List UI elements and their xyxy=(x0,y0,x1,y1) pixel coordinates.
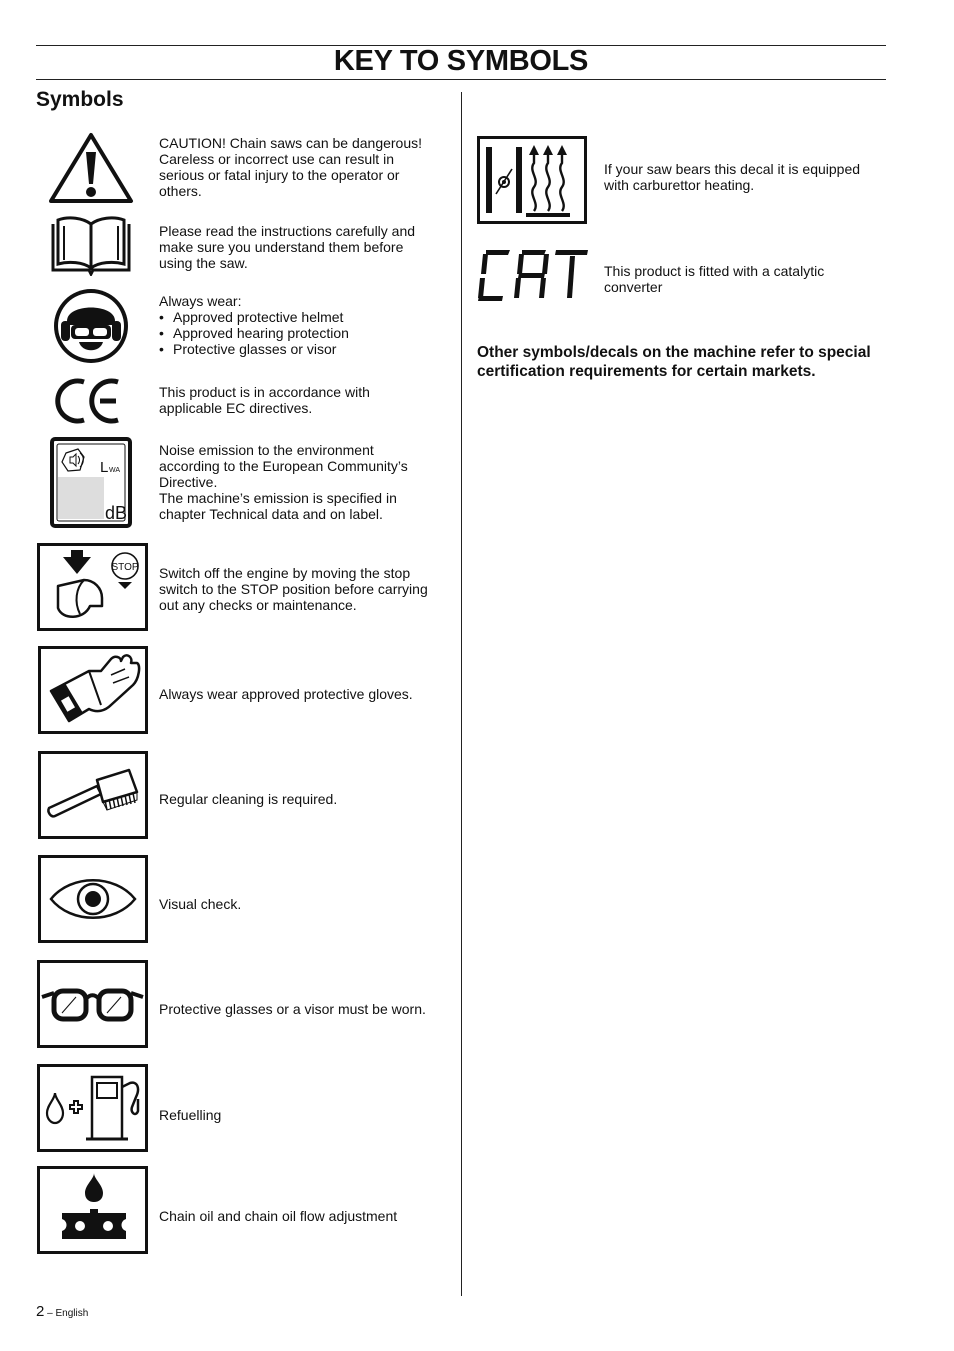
db-unit-label: dB xyxy=(105,503,128,523)
carburettor-heating-text: If your saw bears this decal it is equipped with carburettor heating. xyxy=(604,161,861,193)
brush-cleaning-icon xyxy=(38,751,148,839)
cleaning-text: Regular cleaning is required. xyxy=(159,791,338,807)
carburettor-heating-icon xyxy=(477,136,587,224)
column-divider xyxy=(461,92,462,1296)
catalytic-converter-text: This product is fitted with a catalytic converter xyxy=(604,263,825,295)
title-rule xyxy=(36,79,886,80)
visual-check-text: Visual check. xyxy=(159,896,242,912)
wear-item: • Approved hearing protection xyxy=(159,325,349,341)
open-book-icon xyxy=(49,214,133,276)
eye-visual-check-icon xyxy=(38,855,148,943)
read-manual-text: Please read the instructions carefully and make sure you understand them before using the saw. xyxy=(159,223,416,271)
catalytic-converter-cat-icon xyxy=(476,244,592,306)
page-title: KEY TO SYMBOLS xyxy=(333,45,589,77)
stop-label: STOP xyxy=(111,562,139,573)
gloves-text: Always wear approved protective gloves. xyxy=(159,686,413,702)
protective-glasses-icon xyxy=(37,960,148,1048)
ce-mark-icon xyxy=(55,377,123,425)
ce-text: This product is in accordance with applicable EC directives. xyxy=(159,384,370,416)
wear-item: • Approved protective helmet xyxy=(159,309,349,325)
noise-emission-icon xyxy=(50,437,132,528)
refuelling-icon xyxy=(37,1064,148,1152)
lwa-subscript: WA xyxy=(109,467,121,474)
other-symbols-note: Other symbols/decals on the machine refer to special certification requirements for certain markets. xyxy=(477,344,871,380)
glasses-text: Protective glasses or a visor must be worn. xyxy=(159,1001,426,1017)
protective-gloves-icon xyxy=(38,646,148,734)
lwa-label: L xyxy=(100,459,109,476)
page-footer xyxy=(36,1303,88,1320)
refuelling-text: Refuelling xyxy=(159,1107,222,1123)
chain-oil-text: Chain oil and chain oil flow adjustment xyxy=(159,1208,398,1224)
helmet-goggles-ear-protection-icon xyxy=(52,287,130,365)
noise-emission-text: Noise emission to the environment according to the European Community’s Directive. The machine’s emission is specified in chapter Technical data and on label. xyxy=(159,442,408,522)
page-number: 2 xyxy=(36,1303,45,1320)
footer-language: – English xyxy=(44,1308,89,1319)
chain-oil-icon xyxy=(37,1166,148,1254)
always-wear-text: Always wear: • Approved protective helmet • Approved hearing protection • Protective glasses or visor xyxy=(159,293,349,357)
stop-engine-text: Switch off the engine by moving the stop switch to the STOP position before carrying out any checks or maintenance. xyxy=(159,565,428,613)
warning-triangle-icon xyxy=(48,132,134,204)
stop-switch-icon xyxy=(37,543,148,631)
caution-text: CAUTION! Chain saws can be dangerous! Careless or incorrect use can result in serious or fatal injury to the operator or others. xyxy=(159,135,423,199)
wear-item: • Protective glasses or visor xyxy=(159,341,349,357)
section-title: Symbols xyxy=(36,88,124,111)
